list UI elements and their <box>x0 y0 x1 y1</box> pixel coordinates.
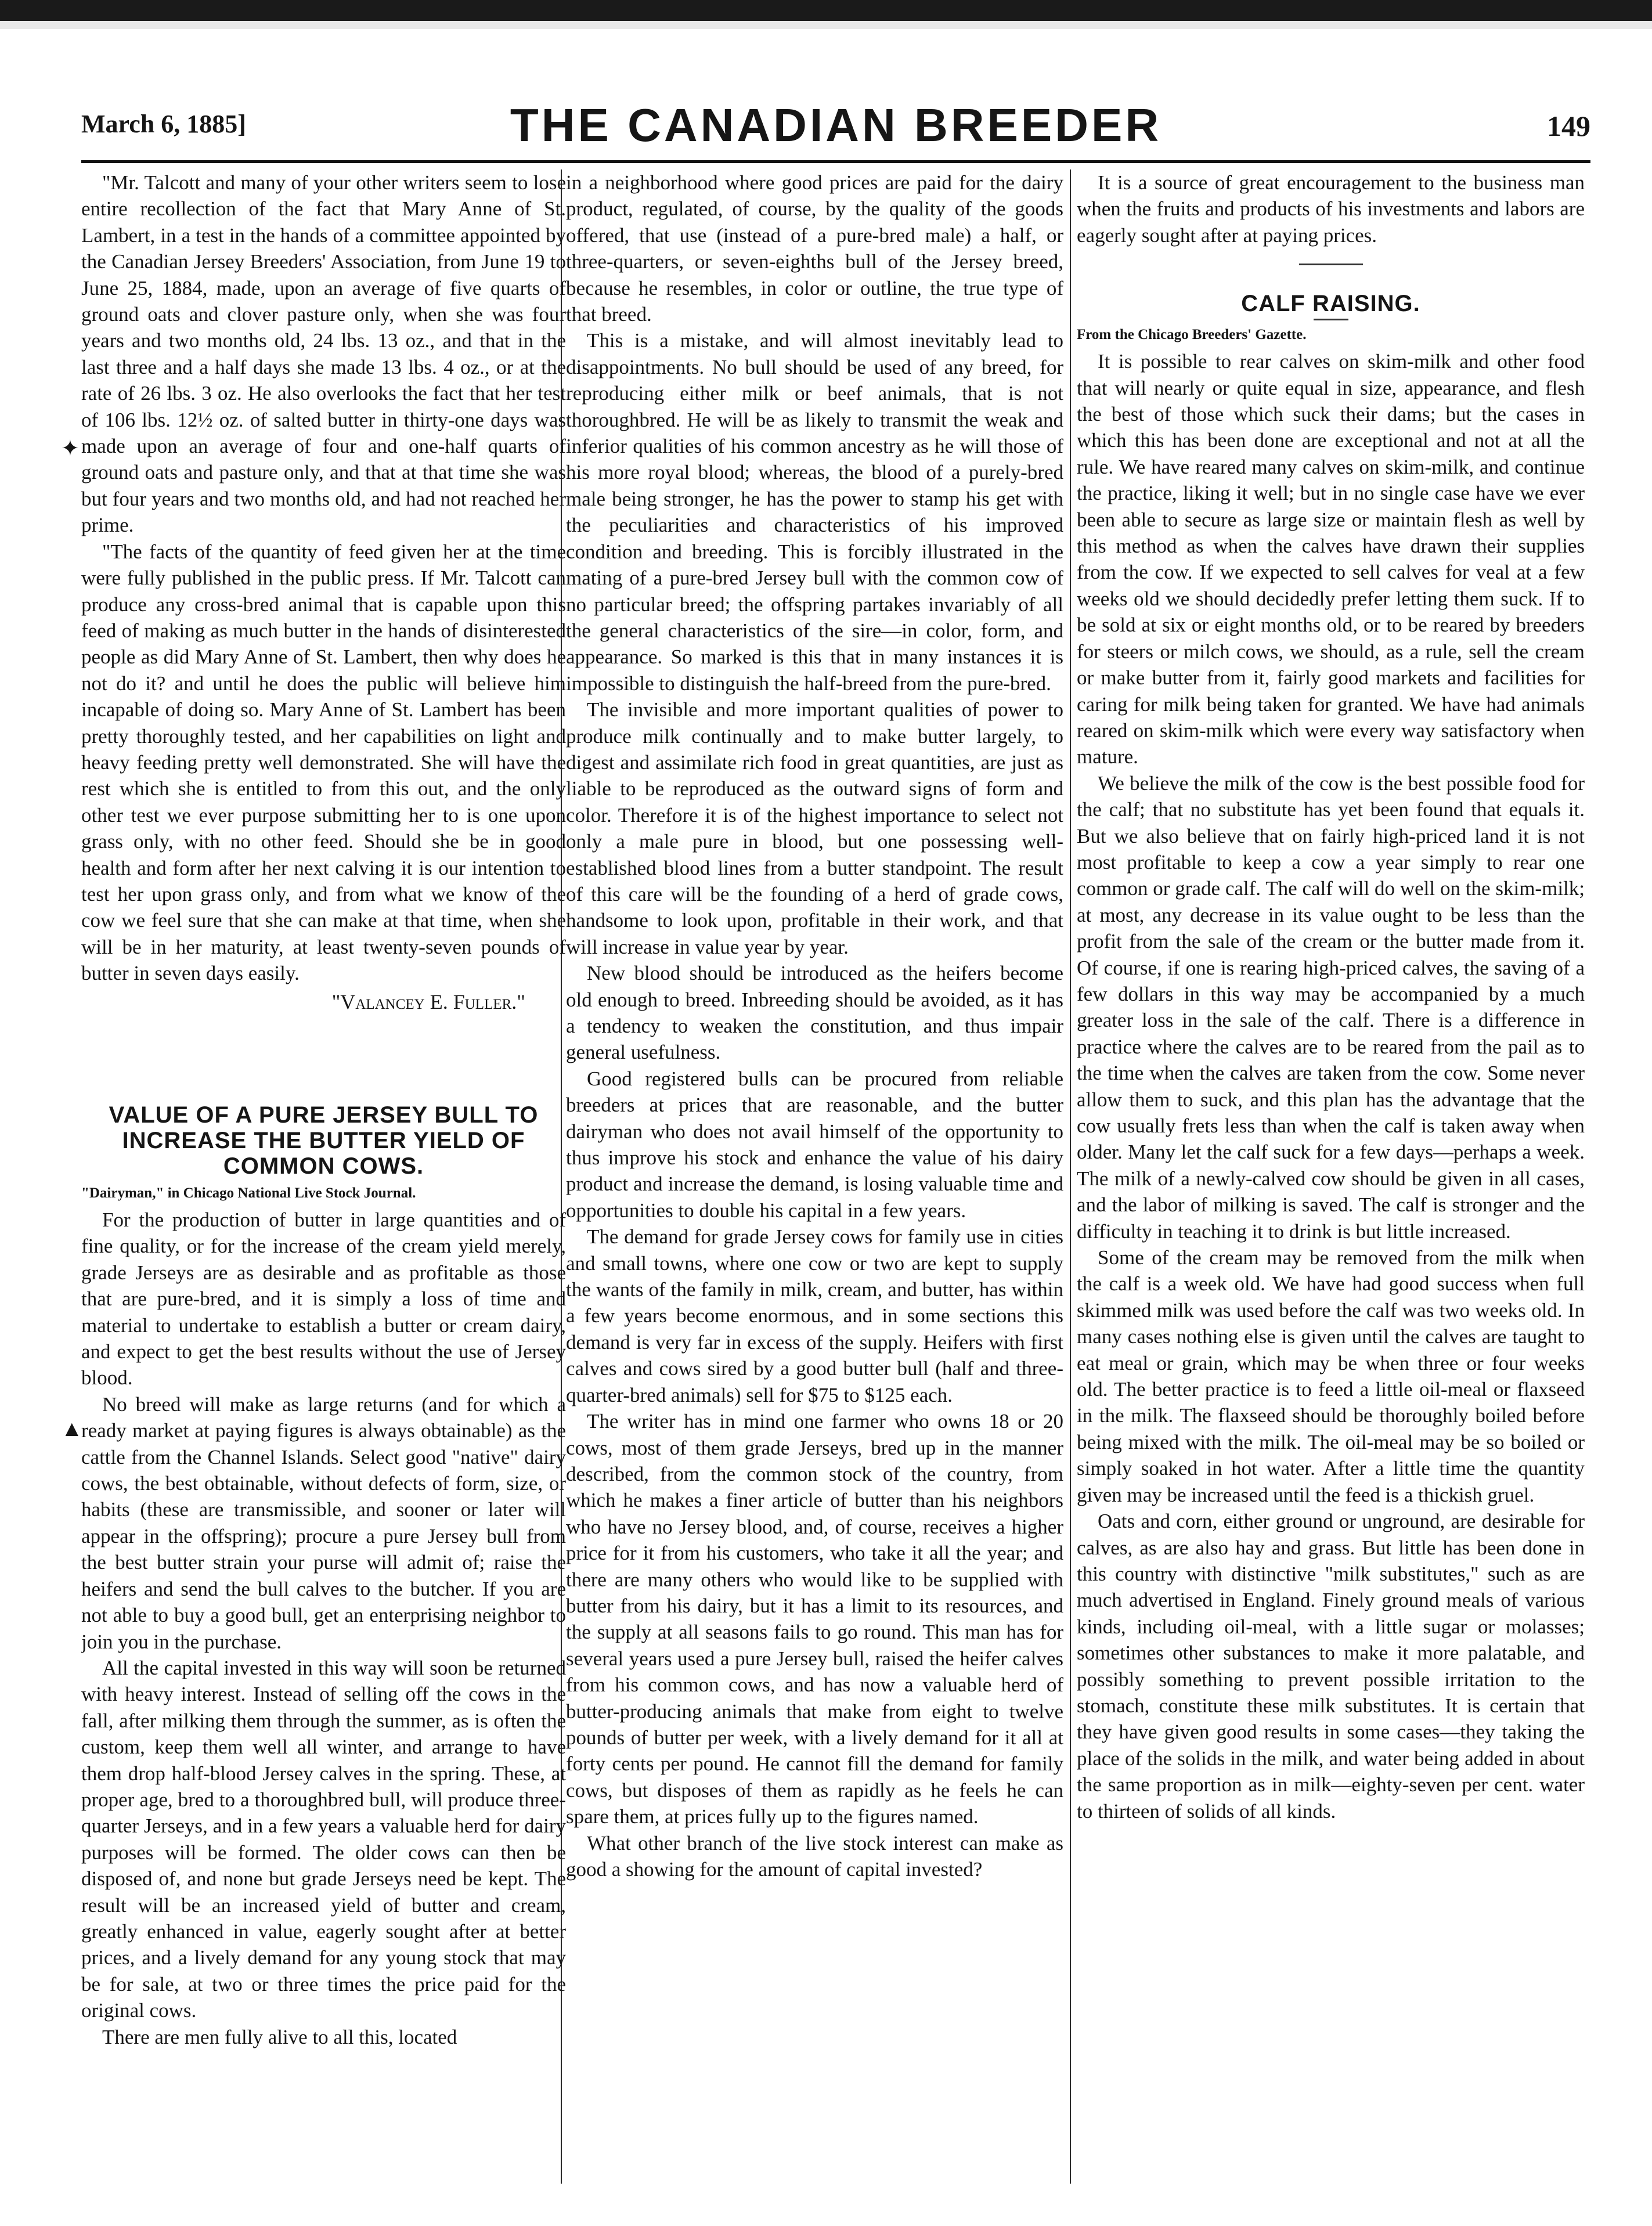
article-paragraph: It is a source of great encouragement to the business man when the fruits and products of his investments and labors are eagerly sought after at paying prices. <box>1077 171 1585 247</box>
margin-mark: ✦ <box>61 436 80 461</box>
masthead <box>81 99 1590 157</box>
article-paragraph: All the capital invested in this way will soon be returned with heavy interest. Instead of selling off the cows in the fall, after milking them through the summer, as is often the custom, keep them well all winter, and arrange to have them drop half-blood Jersey calves in the spring. These, at proper age, bred to a thoroughbred bull, will produce three-quarter Jerseys, and in a few years a valuable herd for dairy purposes will be formed. The older cows can then be disposed of, and none but grade Jerseys need be kept. The result will be an increased yield of butter and cream, greatly enhanced in value, eagerly sought after at better prices, and a lively demand for any young stock that may be for sale, at two or three times the price paid for the original cows. <box>81 1656 566 2022</box>
article-paragraph: The invisible and more important qualities of power to produce milk continually and to make butter largely, to digest and assimilate rich food in great quantities, are just as liable to be reproduced as the outward signs of form and color. Therefore it is of the highest importance to select not only a male pure in blood, but one possessing well-established blood lines from a butter standpoint. The result of this care will be the founding of a herd of grade cows, handsome to look upon, profitable in their work, and that will increase in value year by year. <box>566 698 1063 958</box>
page-number: 149 <box>1547 110 1590 142</box>
article-paragraph: Oats and corn, either ground or unground, are desirable for calves, as are also hay and grass. But little has been done in this country with distinctive "milk substitutes," such as are much advertised in England. Finely ground meals of various kinds, including oil-meal, with a little sugar or molasses; sometimes other substances to make it more palatable, and possibly something to prevent possible irritation to the stomach, constitute these milk substitutes. It is certain that they have given good results in some cases—they taking the place of the solids in the milk, and water being added in about the same proportion as in milk—eighty-seven per cent. water to thirteen of solids of all kinds. <box>1077 1510 1585 1823</box>
article-paragraph: What other branch of the live stock interest can make as good a showing for the amount of capital invested? <box>566 1831 1063 1881</box>
article-paragraph: For the production of butter in large quantities and of fine quality, or for the increase of the cream yield merely, grade Jerseys are as desirable and as profitable as those that are pure-bred, and it is simply a loss of time and material to undertake to establish a butter or cream dairy, and expect to get the best results without the use of Jersey blood. <box>81 1208 566 1390</box>
letter-signature: "Valancey E. Fuller." <box>331 990 525 1013</box>
article-paragraph: We believe the milk of the cow is the best possible food for the calf; that no substitute has yet been found that equals it. But we also believe that on fairly high-priced land it is not most profitable to keep a cow a year simply to rear one common or grade calf. The calf will do well on the skim-milk; at most, any decrease in its value ought to be less than the profit from the sale of the cream or the butter made from it. Of course, if one is rearing high-priced calves, the saving of a few dollars in this way may be accompanied by a much greater loss in the sale of the calf. There is a difference in practice where the calves are to be reared from the pail as to the time when the calves are taken from the cow. Some never allow them to suck, and this plan has the advantage that the cow usually frets less than when the calf is taken away when older. Many let the calf suck for a few days—perhaps a week. The milk of a newly-calved cow should be given in all cases, and the labor of milking is saved. The calf is stronger and the difficulty in teaching it to drink is but little increased. <box>1077 771 1585 1243</box>
article-source: "Dairyman," in Chicago National Live Stock Journal. <box>81 1185 416 1201</box>
article-source: From the Chicago Breeders' Gazette. <box>1077 327 1307 343</box>
article-paragraph: Good registered bulls can be procured from reliable breeders at prices that are reasonable, and the butter dairyman who does not avail himself of the opportunity to thus improve his stock and enhance the value of his dairy product and increase the demand, is losing valuable time and opportunities to double his capital in a few years. <box>566 1067 1063 1222</box>
margin-mark: ▲ <box>61 1417 83 1441</box>
article-paragraph: The writer has in mind one farmer who owns 18 or 20 cows, most of them grade Jerseys, bred up in the manner described, from the common stock of the country, from which he makes a finer article of butter than his neighbors who have no Jersey blood, and, of course, receives a higher price for it from his customers, who take it all the year; and there are many others who would like to be supplied with butter from his dairy, but it has a limit to its resources, and the supply at all seasons fails to go round. This man has for several years used a pure Jersey bull, raised the heifer calves from his common cows, and has now a valuable herd of butter-producing animals that make from eight to twelve pounds of butter per week, with a lively demand for it all at forty cents per pound. He cannot fill the demand for family cows, but disposes of them as rapidly as he feels he can spare them, at prices fully up to the figures named. <box>566 1410 1063 1828</box>
issue-date: March 6, 1885] <box>81 110 246 138</box>
letter-paragraph: "Mr. Talcott and many of your other writers seem to lose entire recollection of the fact that Mary Anne of St. Lambert, in a test in the hands of a committee appointed by the Canadian Jersey Breeders' Association, from June 19 to June 25, 1884, made, upon an average of five quarts of ground oats and clover pasture only, when she was four years and two months old, 24 lbs. 13 oz., and that in the last three and a half days she made 13 lbs. 4 oz., or at the rate of 26 lbs. 3 oz. He also overlooks the fact that her test of 106 lbs. 12½ oz. of salted butter in thirty-one days was made upon an average of four and one-half quarts of ground oats and pasture only, and that at that time she was but four years and two months old, and had not reached her prime. <box>81 171 566 537</box>
article-heading: VALUE OF A PURE JERSEY BULL TO INCREASE THE BUTTER YIELD OF COMMON COWS. <box>109 1102 539 1179</box>
column-3 <box>1077 169 1585 2184</box>
article-paragraph: This is a mistake, and will almost inevitably lead to disappointments. No bull should be used of any breed, for reproducing either milk or beef animals, that is not thoroughbred. He will be as likely to transmit the weak and inferior qualities of his common ancestry as he will those of his more royal blood; whereas, the blood of a purely-bred male being stronger, he has the power to stamp his get with the peculiarities and characteristics of his improved condition and breeding. This is forcibly illustrated in the mating of a pure-bred Jersey bull with the common cow of no particular breed; the offspring partakes invariably of all the general characteristics of the sire—in color, form, and appearance. So marked is this that in many instances it is impossible to distinguish the half-breed from the pure-bred. <box>566 329 1063 695</box>
article-paragraph: There are men fully alive to all this, located <box>102 2025 457 2048</box>
column-rule <box>1070 169 1071 2184</box>
column-1 <box>81 169 566 2184</box>
section-divider <box>1314 319 1348 320</box>
scan-edge <box>0 0 1652 21</box>
scan-edge-light <box>0 21 1652 29</box>
newspaper-title: THE CANADIAN BREEDER <box>510 99 1162 151</box>
article-paragraph: Some of the cream may be removed from the milk when the calf is a week old. We have had good success when full skimmed milk was used before the calf was two weeks old. In many cases nothing else is given until the calves are taught to eat meal or grain, which may be when three or four weeks old. The better practice is to feed a little oil-meal or flaxseed in the milk. The flaxseed should be thoroughly boiled before being mixed with the milk. The oil-meal may be so boiled or simply soaked in hot water. After a little time the quantity given may be increased until the feed is a thickish gruel. <box>1077 1246 1585 1506</box>
letter-paragraph: "The facts of the quantity of feed given her at the time were fully published in the public press. If Mr. Talcott can produce any cross-bred animal that is capable upon this feed of making as much butter in the hands of disinterested people as did Mary Anne of St. Lambert, then why does he not do it? and until he does the public will believe him incapable of doing so. Mary Anne of St. Lambert has been pretty thoroughly tested, and her capabilities on light and heavy feeding pretty well demonstrated. She will have the rest which she is entitled to from this out, and the only other test we ever purpose submitting her to is one upon grass only, with no other feed. Should she be in good health and form after her next calving it is our intention to test her upon grass only, and from what we know of the cow we feel sure that she can make at that time, when she will be in her maturity, at least twenty-seven pounds of butter in seven days easily. <box>81 540 566 985</box>
article-paragraph: in a neighborhood where good prices are paid for the dairy product, regulated, of course, by the quality of the goods offered, that use (instead of a pure-bred male) a half, or three-quarters, or seven-eighths bull of the Jersey breed, because he resembles, in color or outline, the true type of that breed. <box>566 171 1063 326</box>
article-paragraph: It is possible to rear calves on skim-milk and other food that will nearly or quite equal in size, appearance, and flesh the best of those which suck their dams; but the cases in which this has been done are exceptional and not at all the rule. We have reared many calves on skim-milk, and continue the practice, liking it well; but in no single case have we ever been able to secure as large size or maintain flesh as well by this method as when the calves have drawn their supplies from the cow. If we expected to sell calves for veal at a few weeks old we should decidedly prefer letting them suck. If to be sold at six or eight months old, or to be reared by breeders for steers or milch cows, we should, as a rule, sell the cream or make butter from it, fairly good markets and facilities for caring for milk being taken for granted. We have had animals reared on skim-milk which were every way satisfactory when mature. <box>1077 350 1585 769</box>
article-paragraph: New blood should be introduced as the heifers become old enough to breed. Inbreeding should be avoided, as it has a tendency to weaken the constitution, and thus impair general usefulness. <box>566 962 1063 1064</box>
article-heading: CALF RAISING. <box>1241 291 1420 317</box>
section-divider <box>1299 264 1363 265</box>
article-paragraph: No breed will make as large returns (and for which a ready market at paying figures is always obtainable) as the cattle from the Channel Islands. Select good "native" dairy cows, the best obtainable, without defects of form, size, or habits (these are transmissible, and sooner or later will appear in the offspring); procure a pure Jersey bull from the best butter strain your purse will admit of; raise the heifers and send the bull calves to the butcher. If you are not able to buy a good bull, get an enterprising neighbor to join you in the purchase. <box>81 1392 566 1653</box>
column-2 <box>566 169 1063 2184</box>
article-paragraph: The demand for grade Jersey cows for family use in cities and small towns, where one cow or two are kept to supply the wants of the family in milk, cream, and butter, has within a few years become enormous, and in some sections this demand is very far in excess of the supply. Heifers with first calves and cows sired by a good butter bull (half and three-quarter-bred animals) sell for $75 to $125 each. <box>566 1225 1063 1406</box>
masthead-rule <box>81 160 1590 163</box>
